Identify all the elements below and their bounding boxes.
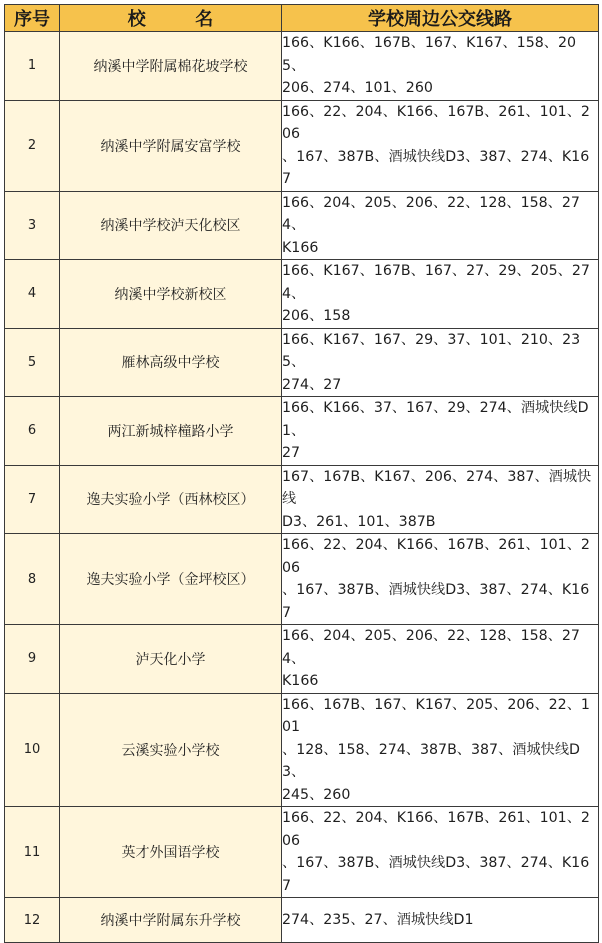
row-routes: 274、235、27、酒城快线D1 — [282, 898, 599, 943]
row-routes: 166、K167、167、29、37、101、210、235、 274、27 — [282, 328, 599, 397]
row-school-name: 云溪实验小学校 — [60, 693, 282, 807]
row-school-name: 纳溪中学校泸天化校区 — [60, 191, 282, 260]
row-seq: 9 — [5, 625, 60, 694]
row-routes: 166、204、205、206、22、128、158、274、 K166 — [282, 625, 599, 694]
table-row — [5, 328, 599, 397]
table-row — [5, 191, 599, 260]
table-row — [5, 260, 599, 329]
row-school-name: 纳溪中学附属安富学校 — [60, 100, 282, 191]
table-row — [5, 534, 599, 625]
table-row — [5, 397, 599, 466]
table-row — [5, 32, 599, 101]
row-seq: 4 — [5, 260, 60, 329]
row-seq: 5 — [5, 328, 60, 397]
row-seq: 1 — [5, 32, 60, 101]
table-row — [5, 100, 599, 191]
table-row — [5, 898, 599, 943]
row-seq: 2 — [5, 100, 60, 191]
header-row — [5, 5, 599, 32]
row-school-name: 纳溪中学附属棉花坡学校 — [60, 32, 282, 101]
row-school-name: 两江新城梓橦路小学 — [60, 397, 282, 466]
row-routes: 166、22、204、K166、167B、261、101、206 、167、387B、酒城快线D3、387、274、K167 — [282, 534, 599, 625]
header-school-name-text: 校 名 — [127, 9, 235, 30]
row-school-name: 纳溪中学附属东升学校 — [60, 898, 282, 943]
row-seq: 7 — [5, 465, 60, 534]
row-seq: 8 — [5, 534, 60, 625]
row-school-name: 逸夫实验小学（金坪校区） — [60, 534, 282, 625]
row-seq: 11 — [5, 807, 60, 898]
row-school-name: 逸夫实验小学（西林校区） — [60, 465, 282, 534]
row-routes: 166、22、204、K166、167B、261、101、206 、167、387B、酒城快线D3、387、274、K167 — [282, 100, 599, 191]
row-routes: 166、K166、37、167、29、274、酒城快线D1、 27 — [282, 397, 599, 466]
row-seq: 6 — [5, 397, 60, 466]
header-school-name — [60, 5, 282, 32]
row-school-name: 纳溪中学校新校区 — [60, 260, 282, 329]
table-row — [5, 625, 599, 694]
row-school-name: 雁林高级中学校 — [60, 328, 282, 397]
row-routes: 166、K167、167B、167、27、29、205、274、 206、158 — [282, 260, 599, 329]
row-seq: 3 — [5, 191, 60, 260]
header-seq: 序号 — [5, 5, 60, 32]
row-routes: 166、22、204、K166、167B、261、101、206 、167、387B、酒城快线D3、387、274、K167 — [282, 807, 599, 898]
row-seq: 12 — [5, 898, 60, 943]
row-seq: 10 — [5, 693, 60, 807]
row-school-name: 泸天化小学 — [60, 625, 282, 694]
row-routes: 167、167B、K167、206、274、387、酒城快线 D3、261、101、387B — [282, 465, 599, 534]
header-bus-routes: 学校周边公交线路 — [282, 5, 599, 32]
row-routes: 166、K166、167B、167、K167、158、205、 206、274、101、260 — [282, 32, 599, 101]
table-row — [5, 693, 599, 807]
table-row — [5, 807, 599, 898]
bus-route-table — [4, 4, 599, 943]
row-school-name: 英才外国语学校 — [60, 807, 282, 898]
table-row — [5, 465, 599, 534]
row-routes: 166、167B、167、K167、205、206、22、101 、128、158、274、387B、387、酒城快线D3、 245、260 — [282, 693, 599, 807]
row-routes: 166、204、205、206、22、128、158、274、 K166 — [282, 191, 599, 260]
